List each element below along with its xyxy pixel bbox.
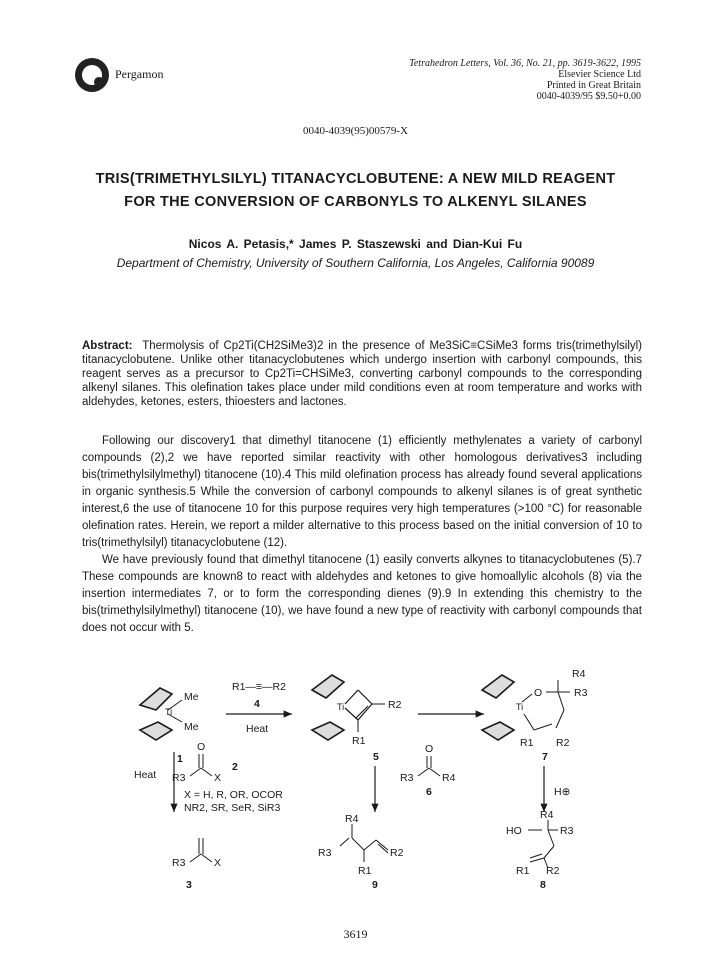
compound-1-me-top: Me xyxy=(184,691,199,703)
compound-9-r2: R2 xyxy=(390,847,404,859)
abstract-text: Thermolysis of Cp2Ti(CH2SiMe3)2 in the presence of Me3SiC≡CSiMe3 forms tris(trimethylsilyl) titanacyclobutene. Unlike other titanacyclobutenes which undergo insertion with carbonyl compounds, this reagent serves as a precursor to Cp2Ti=CHSiMe3, converting carbonyl compounds to the corresponding alkenyl silanes. This olefination takes place under mild conditions even at room temperature and works with aldehydes, ketones, esters, thioesters and lactones. xyxy=(82,340,643,408)
x-definition-1: X = H, R, OR, OCOR xyxy=(184,789,283,801)
authors: Nicos A. Petasis,* James P. Staszewski and Dian-Kui Fu xyxy=(188,237,523,251)
compound-7-r2: R2 xyxy=(556,737,570,749)
compound-9-structure xyxy=(340,824,388,862)
compound-9-r3: R3 xyxy=(318,847,332,859)
compound-2-r3: R3 xyxy=(172,772,186,784)
label-compound-3: 3 xyxy=(186,879,192,891)
compound-5-structure xyxy=(312,675,385,740)
label-compound-9: 9 xyxy=(372,879,378,891)
doi: 0040-4039(95)00579-X xyxy=(302,125,409,137)
compound-8-r1: R1 xyxy=(516,865,530,877)
paragraph-1: Following our discovery1 that dimethyl titanocene (1) efficiently methylenates a variety of carbonyl compounds (2),2 we have reported similar reactivity with other homologous derivatives3 including bis(trimethylsilylmethyl) titanocene (10).4 This mild olefination process has already found several applications in organic synthesis.5 While the conversion of carbonyl compounds to alkenyl silanes is of great synthetic interest,6 the use of titanocene 10 for this purpose requires very high temperatures (>100 °C) for reasonable olefination rates. Herein, we report a milder alternative to this process based on the initial conversion of 10 to tris(trimethylsilyl) titanacyclobutene (12). xyxy=(82,435,642,549)
compound-1-me-bottom: Me xyxy=(184,721,199,733)
paper-title xyxy=(0,168,711,214)
label-compound-8: 8 xyxy=(540,879,546,891)
label-compound-2: 2 xyxy=(232,761,238,773)
compound-9-r1: R1 xyxy=(358,865,372,877)
compound-9-r4: R4 xyxy=(345,813,359,825)
journal-citation: Tetrahedron Letters, Vol. 36, No. 21, pp. 3619-3622, 1995 xyxy=(409,58,641,69)
x-definition-2: NR2, SR, SeR, SiR3 xyxy=(184,802,281,814)
acid-workup: H⊕ xyxy=(554,786,571,798)
affiliation: Department of Chemistry, University of Southern California, Los Angeles, California 90089 xyxy=(116,256,595,270)
journal-printed: Printed in Great Britain xyxy=(546,80,641,91)
compound-7-r3: R3 xyxy=(574,687,588,699)
compound-1-ti: Ti xyxy=(165,707,173,717)
pergamon-logo-icon xyxy=(75,58,109,92)
compound-2-structure xyxy=(190,754,212,776)
compound-2-o: O xyxy=(197,741,206,753)
journal-info xyxy=(409,58,641,102)
compound-6-structure xyxy=(418,756,440,776)
alkyne-reagent: R1—≡—R2 xyxy=(232,681,286,693)
compound-6-o: O xyxy=(425,743,434,755)
compound-2-x: X xyxy=(214,772,222,784)
journal-publisher: Elsevier Science Ltd xyxy=(558,69,641,80)
publisher-name: Pergamon xyxy=(115,67,164,81)
compound-5-r1: R1 xyxy=(352,735,366,747)
compound-3-x: X xyxy=(214,857,222,869)
compound-7-o: O xyxy=(534,687,543,699)
label-compound-1: 1 xyxy=(177,753,183,765)
compound-6-r3: R3 xyxy=(400,772,414,784)
title-line-2: FOR THE CONVERSION OF CARBONYLS TO ALKENYL SILANES xyxy=(124,194,587,210)
compound-7-ti: Ti xyxy=(516,702,524,712)
journal-price: 0040-4039/95 $9.50+0.00 xyxy=(536,91,641,102)
abstract xyxy=(82,339,642,409)
abstract-label: Abstract: xyxy=(82,340,133,352)
compound-7-r1: R1 xyxy=(520,737,534,749)
compound-3-structure xyxy=(190,838,212,862)
label-reagent-4: 4 xyxy=(254,698,260,710)
label-compound-5: 5 xyxy=(373,751,379,763)
body-text xyxy=(82,433,642,637)
label-compound-7: 7 xyxy=(542,751,548,763)
label-compound-6: 6 xyxy=(426,786,432,798)
compound-8-structure xyxy=(528,820,558,868)
compound-8-r4: R4 xyxy=(540,809,554,821)
compound-8-r3: R3 xyxy=(560,825,574,837)
title-line-1: TRIS(TRIMETHYLSILYL) TITANACYCLOBUTENE: A NEW MILD REAGENT xyxy=(95,171,616,187)
compound-7-r4: R4 xyxy=(572,668,586,680)
compound-5-ti: Ti xyxy=(337,702,345,712)
reaction-scheme xyxy=(0,660,711,920)
compound-7-structure xyxy=(482,675,570,740)
compound-8-r2: R2 xyxy=(546,865,560,877)
compound-3-r3: R3 xyxy=(172,857,186,869)
page-number: 3619 xyxy=(343,927,368,941)
compound-6-r4: R4 xyxy=(442,772,456,784)
compound-1-structure xyxy=(140,688,182,740)
heat-label-top: Heat xyxy=(246,723,269,735)
compound-5-r2: R2 xyxy=(388,699,402,711)
compound-8-ho: HO xyxy=(506,825,522,837)
paragraph-2: We have previously found that dimethyl titanocene (1) easily converts alkynes to titanacyclobutenes (5).7 These compounds are known8 to react with aldehydes and ketones to give homoallylic alcohols (8) via the insertion intermediates 7, or to form the corresponding dienes (9).9 In extending this chemistry to the bis(trimethylsilylmethyl) titanocene (10), we have found a new type of reactivity with carbonyl compounds that does not occur with 5. xyxy=(82,554,642,634)
heat-label-left: Heat xyxy=(134,769,157,781)
